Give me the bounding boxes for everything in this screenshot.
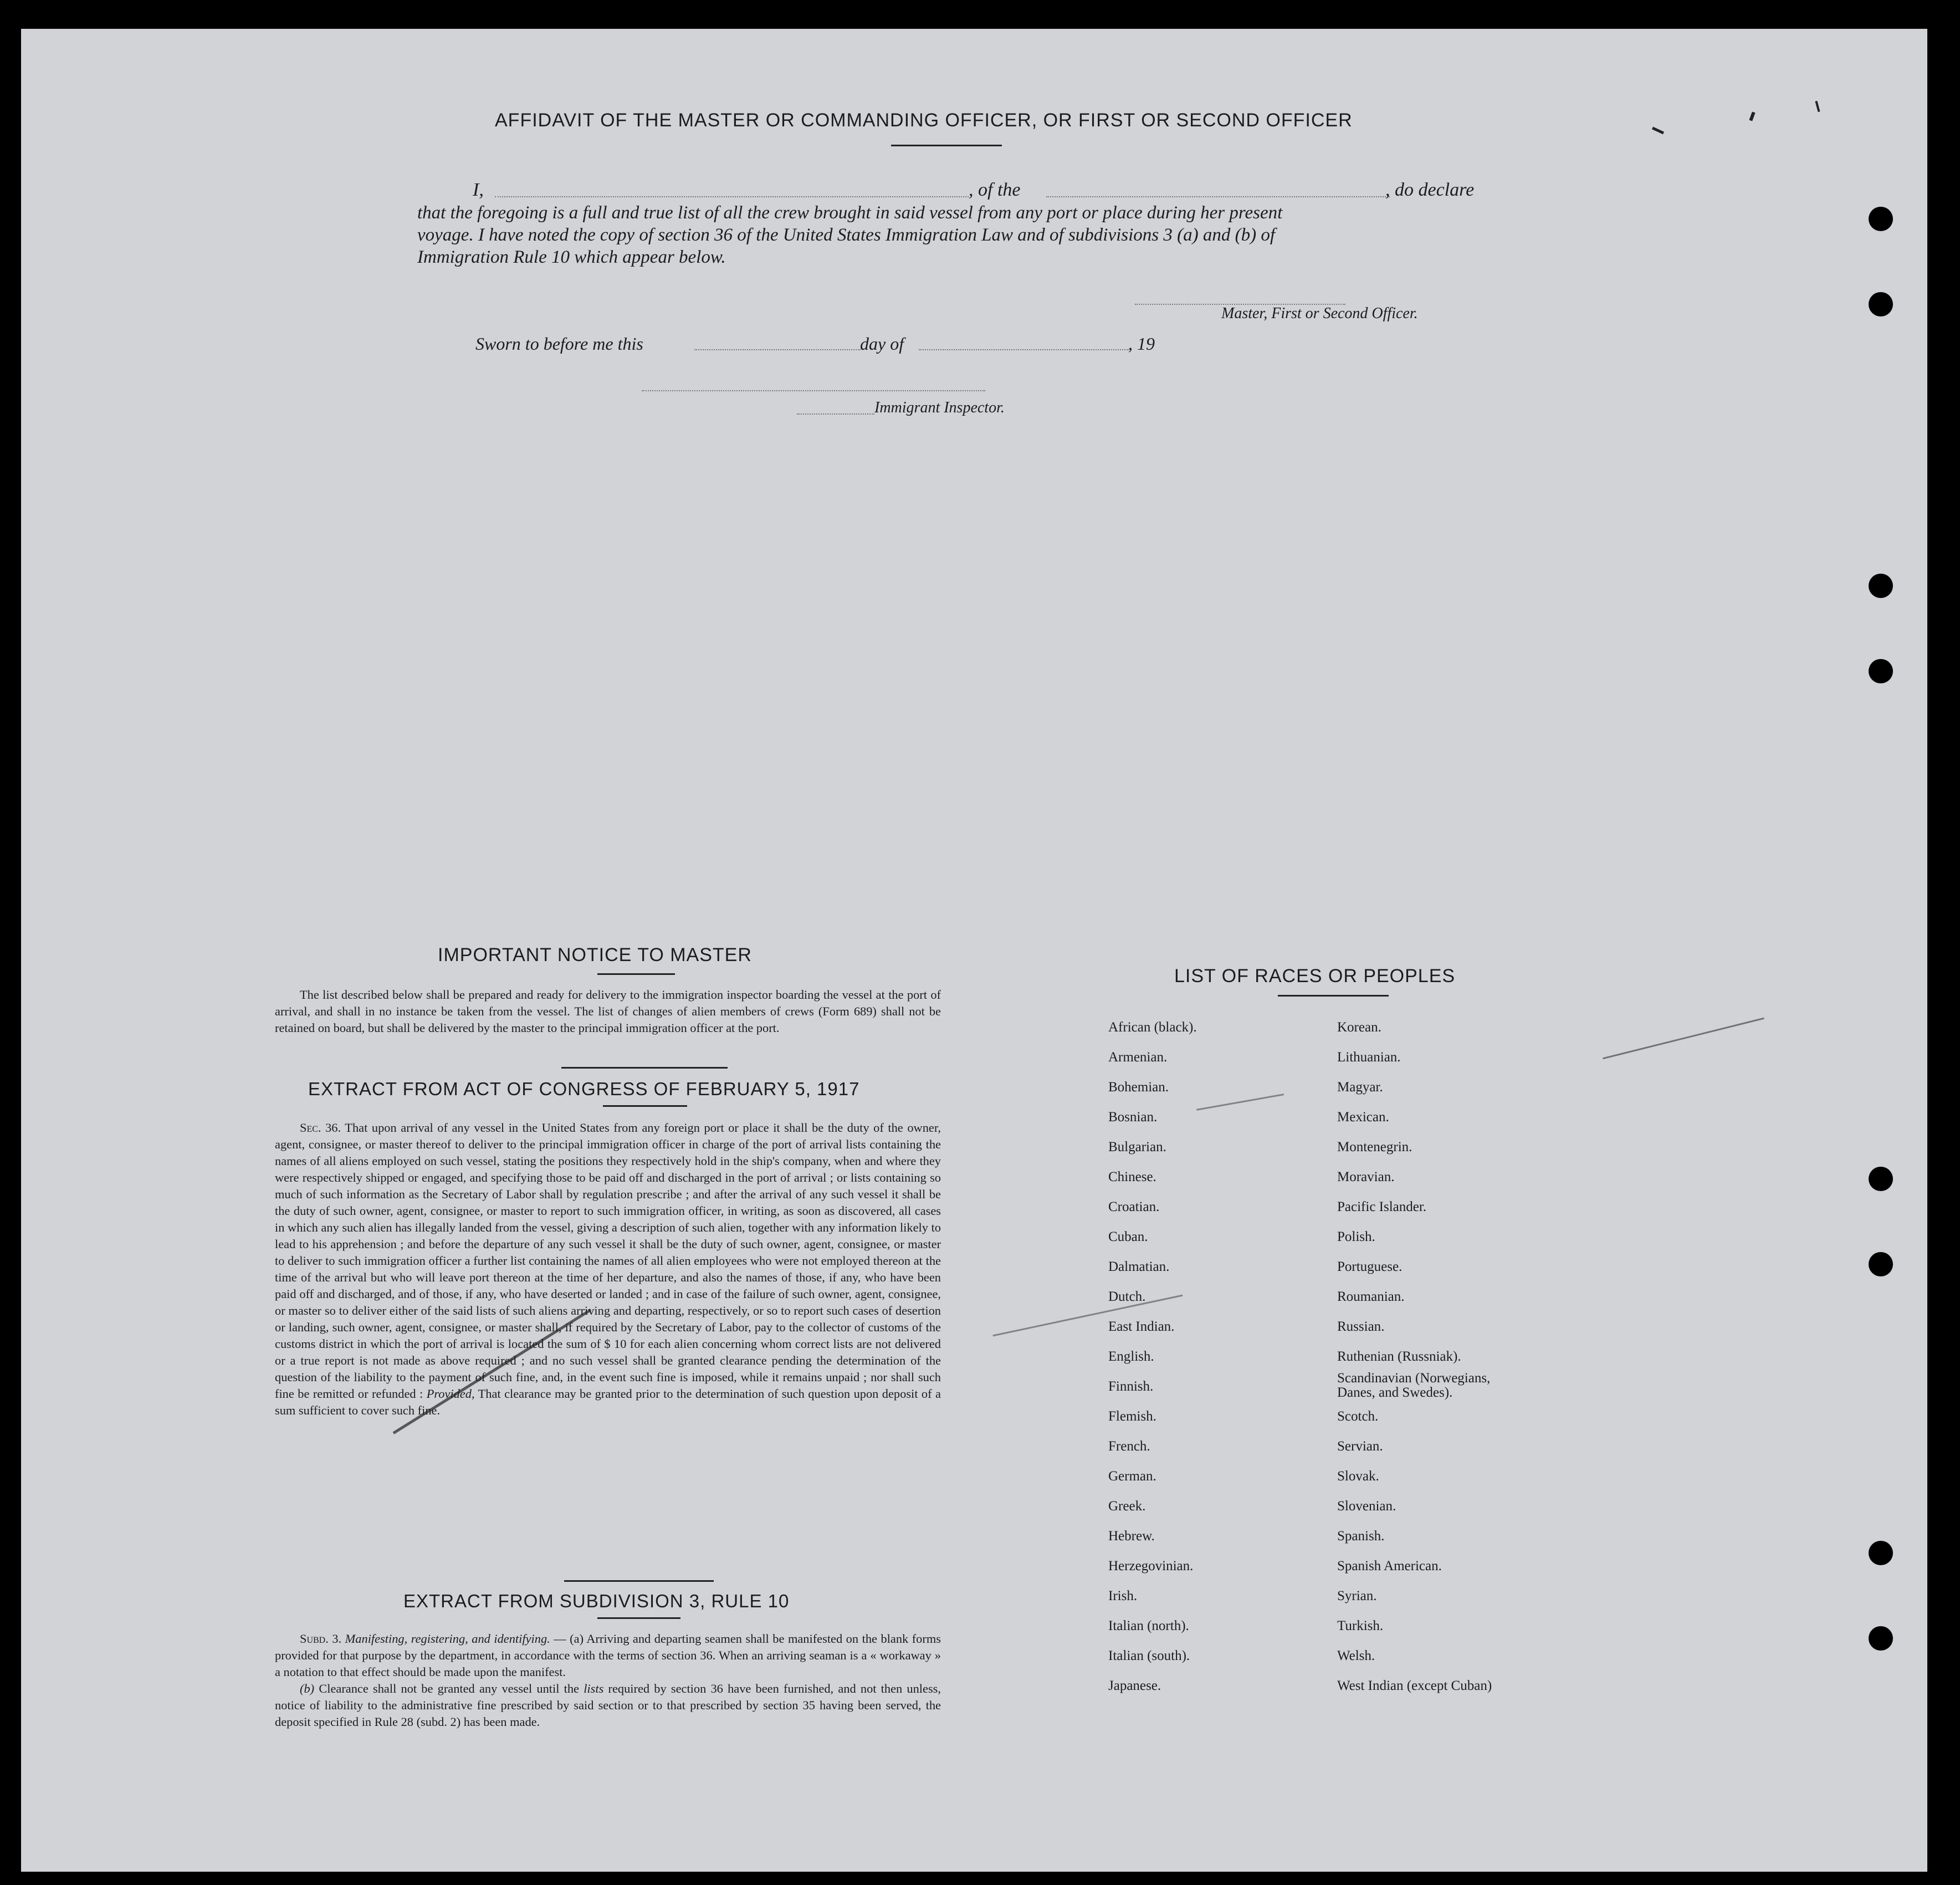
provided-word: Provided, <box>426 1387 475 1401</box>
race-item: Turkish. <box>1337 1618 1384 1633</box>
notice-title: IMPORTANT NOTICE TO MASTER <box>438 944 752 966</box>
punch-hole <box>1869 1541 1893 1565</box>
subd-a-text: — (a) Arriving and departing seamen shall be manifested on the blank forms provided for that purpose by the department, in accordance with the terms of section 36. When an arriving seaman is a « workaway » a notation to that effect should be made upon the manifest. <box>275 1632 941 1679</box>
scratch <box>1196 1094 1284 1111</box>
race-item: Scandinavian (Norwegians, Danes, and Swedes). <box>1337 1371 1491 1400</box>
affidavit-title-rule <box>891 145 1002 146</box>
sworn-day-blank <box>694 349 861 350</box>
race-item: Bohemian. <box>1108 1080 1169 1095</box>
scratch <box>1603 1018 1764 1059</box>
race-item: Scotch. <box>1337 1409 1379 1424</box>
race-item: Dutch. <box>1108 1289 1146 1304</box>
affidavit-of-the: , of the <box>969 180 1021 200</box>
race-item: Spanish American. <box>1337 1559 1442 1574</box>
punch-hole <box>1869 207 1893 231</box>
section-36-paragraph <box>275 1120 941 1419</box>
races-title-rule <box>1278 995 1389 997</box>
extract-act-rule <box>603 1105 687 1107</box>
race-item: Slovak. <box>1337 1469 1379 1484</box>
notice-title-rule <box>597 973 675 975</box>
punch-hole <box>1869 292 1893 316</box>
race-item: Polish. <box>1337 1229 1375 1244</box>
races-title: LIST OF RACES OR PEOPLES <box>1174 966 1456 987</box>
year-text: , 19 <box>1128 334 1155 354</box>
race-item: Hebrew. <box>1108 1529 1155 1544</box>
extract-act-text <box>275 1120 941 1419</box>
notice-text <box>275 987 941 1036</box>
subd-a-paragraph <box>275 1631 941 1680</box>
affidavit-line-3: voyage. I have noted the copy of section 36 of the United States Immigration Law and of subdivisions 3 (a) and (b) of <box>417 225 1276 245</box>
extract-act-title: EXTRACT FROM ACT OF CONGRESS OF FEBRUARY 5, 1917 <box>308 1079 860 1099</box>
sworn-month-blank <box>919 349 1129 350</box>
name-blank <box>495 196 969 197</box>
race-item: Herzegovinian. <box>1108 1559 1194 1574</box>
race-item: Magyar. <box>1337 1080 1383 1095</box>
inspector-signature-blank <box>642 390 985 391</box>
extract-rule-title: EXTRACT FROM SUBDIVISION 3, RULE 10 <box>403 1591 790 1611</box>
race-item: Cuban. <box>1108 1229 1148 1244</box>
race-item: African (black). <box>1108 1020 1197 1035</box>
race-item: East Indian. <box>1108 1319 1175 1334</box>
punch-hole <box>1869 659 1893 683</box>
punch-hole <box>1869 574 1893 598</box>
race-item: Pacific Islander. <box>1337 1199 1427 1214</box>
race-item: French. <box>1108 1439 1150 1454</box>
mark <box>1815 101 1820 112</box>
race-item: Syrian. <box>1337 1588 1377 1603</box>
race-item: Servian. <box>1337 1439 1383 1454</box>
mark <box>1652 127 1664 135</box>
affidavit-line-4: Immigration Rule 10 which appear below. <box>417 247 726 267</box>
race-item: Mexican. <box>1337 1110 1389 1125</box>
race-item: Italian (north). <box>1108 1618 1189 1633</box>
inspector-signature-blank-2 <box>797 413 874 415</box>
race-item: Greek. <box>1108 1499 1146 1514</box>
punch-hole <box>1869 1626 1893 1651</box>
affidavit-do-declare: , do declare <box>1385 180 1475 200</box>
sec-text-a: That upon arrival of any vessel in the United States from any foreign port or place it shall be the duty of the owner, agent, consignee, or master thereof to deliver to the principal immigration officer in charge of the port of arrival lists containing the names of all aliens employed on such vessel, stating the positions they respectively hold in the ship's company, when and where they were respectively shipped or engaged, and specifying those to be paid off and discharged in the port of arrival ; or lists containing so much of such information as the Secretary of Labor shall by regulation prescribe ; and after the arrival of any such vessel it shall be the duty of such owner, agent, consignee, or master to report to such immigration officer, in writing, as soon as discovered, all cases in which any such alien has illegally landed from the vessel, giving a description of such alien, together with any information likely to lead to his apprehension ; and before the departure of any such vessel it shall be the duty of such owner, agent, consignee, or master to deliver to such immigration officer a further list containing the names of all alien employees who were not employed thereon at the time of the arrival but who will leave port thereon at the time of her departure, and also the names of those, if any, who have been paid off and discharged, and of those, if any, who have deserted or landed ; and in case of the failure of such owner, agent, consignee, or master so to deliver either of the said lists of such aliens arriving and departing, respectively, or so to report such cases of desertion or landing, such owner, agent, consignee, or master shall, if required by the Secretary of Labor, pay to the collector of customs of the customs district in which the port of arrival is located the sum of $ 10 for each alien concerning whom correct lists are not delivered or a true report is not made as above required ; and no such vessel shall be granted clearance pending the determination of the question of the liability to the payment of such fine, and, in the event such fine is imposed, while it remains unpaid ; nor shall such fine be remitted or refunded : <box>275 1121 941 1401</box>
rule-divider <box>564 1580 714 1582</box>
subd-b-text-2: required by section 36 have been furnished, and not then unless, notice of liability to the administrative fine prescribed by said section or to that prescribed by section 35 having been served, the deposit specified in Rule 28 (subd. 2) has been made. <box>275 1682 941 1729</box>
affidavit-line-2: that the foregoing is a full and true list of all the crew brought in said vessel from any port or place during her present <box>417 203 1283 223</box>
race-item: Armenian. <box>1108 1050 1168 1065</box>
race-item: Bosnian. <box>1108 1110 1158 1125</box>
race-item: Moravian. <box>1337 1169 1395 1184</box>
race-item: Lithuanian. <box>1337 1050 1401 1065</box>
race-item: German. <box>1108 1469 1156 1484</box>
race-item: Dalmatian. <box>1108 1259 1170 1274</box>
subd-b-label: (b) <box>300 1682 315 1695</box>
punch-hole <box>1869 1167 1893 1191</box>
subd-b-paragraph <box>275 1680 941 1730</box>
race-item: Spanish. <box>1337 1529 1385 1544</box>
form-page <box>21 29 1927 1872</box>
race-item: Russian. <box>1337 1319 1385 1334</box>
sec-text-b: That clearance may be granted prior to the determination of such question upon deposit of a sum sufficient to cover such fine. <box>275 1387 941 1417</box>
extract-rule-rule <box>597 1617 680 1619</box>
subd-title: Manifesting, registering, and identifying. <box>345 1632 550 1646</box>
race-item: Chinese. <box>1108 1169 1156 1184</box>
extract-rule-text <box>275 1631 941 1730</box>
race-item: Flemish. <box>1108 1409 1156 1424</box>
sworn-text: Sworn to before me this <box>475 334 643 354</box>
mark <box>1749 111 1755 121</box>
race-item: Roumanian. <box>1337 1289 1405 1304</box>
affidavit-i: I, <box>473 180 484 200</box>
race-item: Finnish. <box>1108 1379 1154 1394</box>
subd-b-lists: lists <box>584 1682 604 1695</box>
punch-hole <box>1869 1252 1893 1276</box>
notice-bottom-rule <box>561 1067 728 1069</box>
race-item: Welsh. <box>1337 1648 1375 1663</box>
race-item: Italian (south). <box>1108 1648 1190 1663</box>
race-item: Bulgarian. <box>1108 1140 1166 1155</box>
race-item: Portuguese. <box>1337 1259 1403 1274</box>
subd-label: Subd. 3. <box>300 1632 342 1646</box>
master-signature-label: Master, First or Second Officer. <box>1221 305 1418 322</box>
sec-label: Sec. 36. <box>300 1121 341 1135</box>
vessel-blank <box>1046 196 1390 197</box>
race-item: Croatian. <box>1108 1199 1160 1214</box>
day-of-text: day of <box>860 334 904 354</box>
subd-b-text-1: Clearance shall not be granted any vessel until the <box>319 1682 579 1695</box>
race-item: Montenegrin. <box>1337 1140 1413 1155</box>
race-item: Ruthenian (Russniak). <box>1337 1349 1461 1364</box>
race-item: English. <box>1108 1349 1154 1364</box>
race-item: West Indian (except Cuban) <box>1337 1678 1492 1693</box>
race-item: Korean. <box>1337 1020 1381 1035</box>
race-item: Japanese. <box>1108 1678 1161 1693</box>
race-item: Irish. <box>1108 1588 1138 1603</box>
inspector-label: Immigrant Inspector. <box>874 399 1005 416</box>
notice-paragraph: The list described below shall be prepared and ready for delivery to the immigration inspector boarding the vessel at the port of arrival, and shall in no instance be taken from the vessel. The list of changes of alien members of crews (Form 689) shall not be retained on board, but shall be delivered by the master to the principal immigration officer at the port. <box>275 988 941 1035</box>
affidavit-title: AFFIDAVIT OF THE MASTER OR COMMANDING OFFICER, OR FIRST OR SECOND OFFICER <box>495 110 1353 131</box>
race-item: Slovenian. <box>1337 1499 1396 1514</box>
